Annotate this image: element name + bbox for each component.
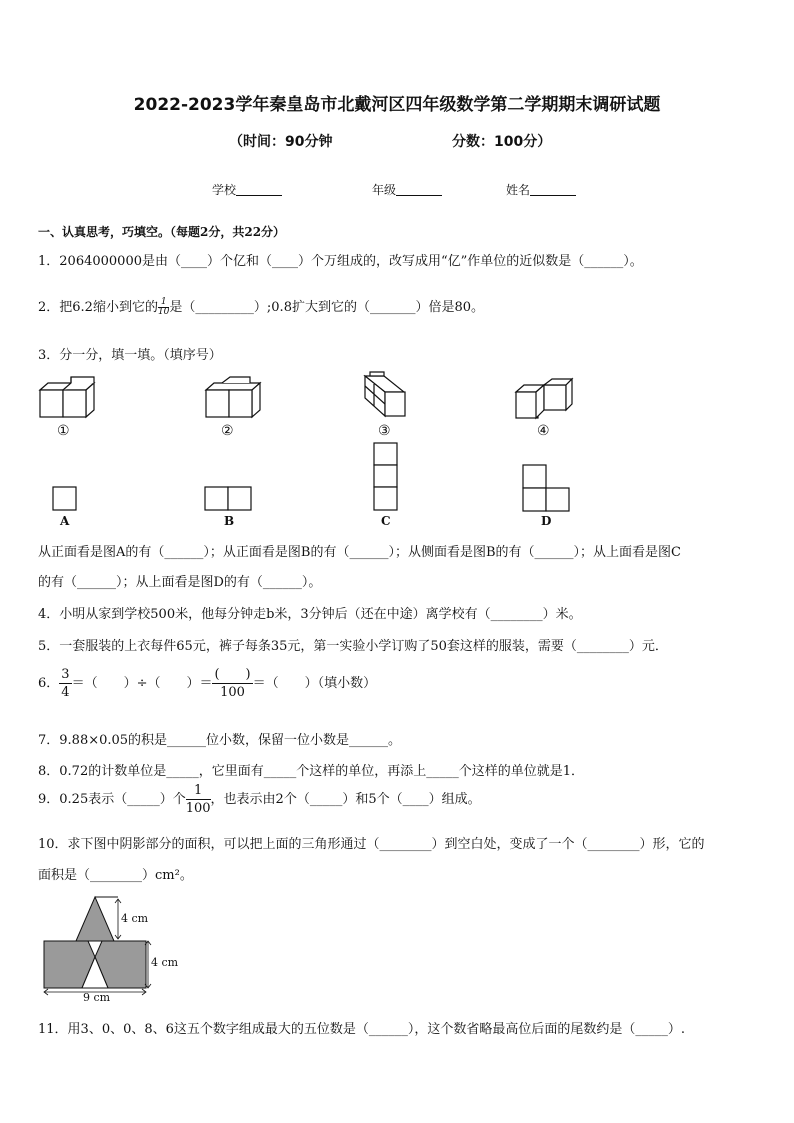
q6-frac-num: 3 — [61, 667, 70, 682]
view-a-label: A — [60, 514, 70, 528]
q6-suffix: ＝（ ）（填小数） — [252, 676, 377, 691]
question-6 — [38, 668, 376, 699]
question-10-line-1: 10．求下图中阴影部分的面积，可以把上面的三角形通过（________）到空白处，变成了一个（________）形，它的 — [38, 837, 705, 852]
grade-label: 年级 — [372, 183, 397, 197]
view-b-label: B — [224, 514, 235, 528]
question-9 — [38, 784, 481, 815]
grade-field — [372, 181, 442, 198]
width-label: 9 cm — [83, 991, 111, 1004]
view-c-shape — [373, 442, 399, 512]
q6-frac2-den: 100 — [220, 685, 245, 700]
question-11: 11．用3、0、0、8、6这五个数字组成最大的五位数是（______），这个数省略最高位后面的尾数约是（_____）. — [38, 1022, 686, 1037]
figure-3-label: ③ — [378, 423, 391, 439]
question-3: 3．分一分，填一填。（填序号） — [38, 348, 222, 363]
shaded-area-diagram — [38, 895, 188, 1007]
q9-fraction — [186, 784, 211, 815]
school-label: 学校 — [212, 183, 237, 197]
q2-text-a: 2．把6.2缩小到它的 — [38, 300, 158, 315]
question-2 — [38, 296, 484, 317]
right-height-label: 4 cm — [151, 956, 179, 969]
q6-prefix: 6． — [38, 676, 60, 691]
q6-frac-den: 4 — [61, 685, 70, 700]
q2-fraction — [158, 298, 169, 317]
page-title: 2022-2023学年秦皇岛市北戴河区四年级数学第二学期期末调研试题 — [133, 95, 661, 115]
name-field — [506, 181, 576, 198]
figure-4-label: ④ — [537, 423, 550, 439]
figure-3-blocks — [362, 372, 410, 424]
q2-text-b: 是（_________）;0.8扩大到它的（_______）倍是80。 — [169, 300, 485, 315]
school-field — [212, 181, 282, 198]
view-d-shape — [522, 464, 570, 512]
question-7: 7．9.88×0.05的积是______位小数，保留一位小数是______。 — [38, 733, 402, 748]
question-10-line-2: 面积是（________）cm²。 — [38, 868, 193, 883]
q6-fraction — [59, 668, 71, 699]
question-1: 1．2064000000是由（____）个亿和（____）个万组成的，改写成用“亿”作单位的近似数是（______）。 — [38, 254, 643, 269]
grade-blank[interactable] — [396, 183, 442, 196]
view-c-label: C — [381, 514, 391, 528]
q2-frac-num: 1 — [158, 298, 169, 308]
q6-mid: ＝（ ）÷（ ）＝ — [71, 676, 213, 691]
view-b-shape — [204, 486, 252, 512]
figure-4-blocks — [514, 378, 576, 424]
question-3-line-1: 从正面看是图A的有（______）；从正面看是图B的有（______）；从侧面看是图B的有（______）；从上面看是图C — [38, 545, 681, 560]
q2-frac-den: 10 — [157, 307, 170, 317]
figure-2-label: ② — [221, 423, 234, 439]
view-a-shape — [52, 486, 78, 512]
q9-text-a: 9．0.25表示（_____）个 — [38, 792, 186, 807]
q6-frac2-num: ( ) — [214, 667, 251, 682]
exam-time: （时间：90分钟 — [229, 134, 333, 150]
figure-1-label: ① — [57, 423, 70, 439]
q6-fraction-2 — [212, 668, 252, 699]
top-height-label: 4 cm — [121, 912, 149, 925]
q9-text-b: ，也表示由2个（_____）和5个（____）组成。 — [210, 792, 481, 807]
exam-score: 分数：100分） — [452, 134, 552, 150]
top-triangle — [76, 897, 114, 941]
question-8: 8．0.72的计数单位是_____，它里面有_____个这样的单位，再添上_____个这样的单位就是1． — [38, 764, 584, 779]
question-4: 4．小明从家到学校500米，他每分钟走b米，3分钟后（还在中途）离学校有（________）米。 — [38, 607, 582, 622]
question-5: 5．一套服装的上衣每件65元，裤子每条35元，第一实验小学订购了50套这样的服装，需要（________）元． — [38, 639, 668, 654]
q9-frac-num: 1 — [186, 784, 211, 800]
name-blank[interactable] — [530, 183, 576, 196]
question-3-line-2: 的有（______）；从上面看是图D的有（______）。 — [38, 575, 322, 590]
school-blank[interactable] — [236, 183, 282, 196]
q9-frac-den: 100 — [185, 801, 211, 816]
figure-1-blocks — [36, 376, 98, 424]
section-heading: 一、认真思考，巧填空。（每题2分，共22分） — [38, 225, 286, 239]
view-d-label: D — [541, 514, 552, 528]
name-label: 姓名 — [506, 183, 531, 197]
figure-2-blocks — [202, 376, 264, 424]
